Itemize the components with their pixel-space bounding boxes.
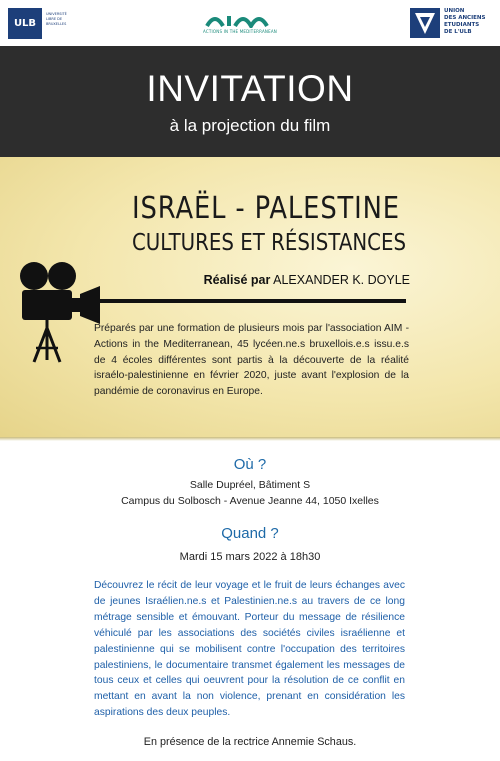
uaae-line: ETUDIANTS [444,22,480,28]
uaae-line: DE L'ULB [444,29,472,35]
presence-note: En présence de la rectrice Annemie Schaus. [143,736,357,748]
film-subtitle: CULTURES ET RÉSISTANCES [132,230,407,256]
film-title: ISRAËL - PALESTINE [132,191,400,226]
uaae-line: DES ANCIENS [444,15,486,21]
invitation-subtitle: à la projection du film [169,116,331,135]
invitation-title: INVITATION [146,68,354,109]
event-description: Découvrez le récit de leur voyage et le fruit de leurs échanges avec de jeunes Israélien.ne.s et Palestinien.ne.s au travers de ce long métrage sensible et émouvant. Porteur du message de résilience véhiculé par les associations des sociétés civiles israélienne et palestinienne qui se mobilisent contre l'occupation des territoires palestiniens, le documentaire transmet également les messages de tous ceux et celles qui oeuvrent pour la résolution de ce conflit en mettant en avant la non violence, prenant en considération les aspirations des deux peuples. [94,580,405,719]
director-prefix: Réalisé par [203,273,271,287]
section-divider [0,437,500,441]
aim-logo [200,12,280,38]
when-heading: Quand ? [221,525,279,542]
ulb-logo-text: ULB [13,18,37,29]
where-heading: Où ? [233,456,267,473]
film-director [190,273,410,287]
venue-address: Campus du Solbosch - Avenue Jeanne 44, 1050 Ixelles [121,495,379,507]
ulb-logo [8,8,42,39]
film-description: Préparés par une formation de plusieurs mois par l'association AIM - Actions in the Mediterranean, 45 lycéen.ne.s bruxellois.e.s issu.e.s de 4 écoles différentes sont partis à la découverte de la réalité israélo-palestinienne en février 2020, juste avant l'explosion de la pandémie de coronavirus en Europe. [94,323,409,398]
film-section [0,157,500,437]
film-camera-icon [16,260,104,370]
header-bar [0,0,500,46]
uaae-line: UNION [444,8,465,14]
aim-tagline: ACTIONS IN THE MEDITERRANEAN [203,29,277,34]
director-name: ALEXANDER K. DOYLE [273,273,410,287]
aim-wave-icon [205,12,275,28]
uaae-logo [410,8,440,38]
venue-name: Salle Dupréel, Bâtiment S [189,479,311,491]
uaae-emblem-icon [410,8,440,38]
invitation-banner [0,46,500,157]
uaae-logo-text [444,8,498,36]
ulb-logo-subtitle: UNIVERSITÉ LIBRE DE BRUXELLES [46,12,67,26]
event-date: Mardi 15 mars 2022 à 18h30 [179,551,321,563]
film-strip-line [100,299,406,303]
